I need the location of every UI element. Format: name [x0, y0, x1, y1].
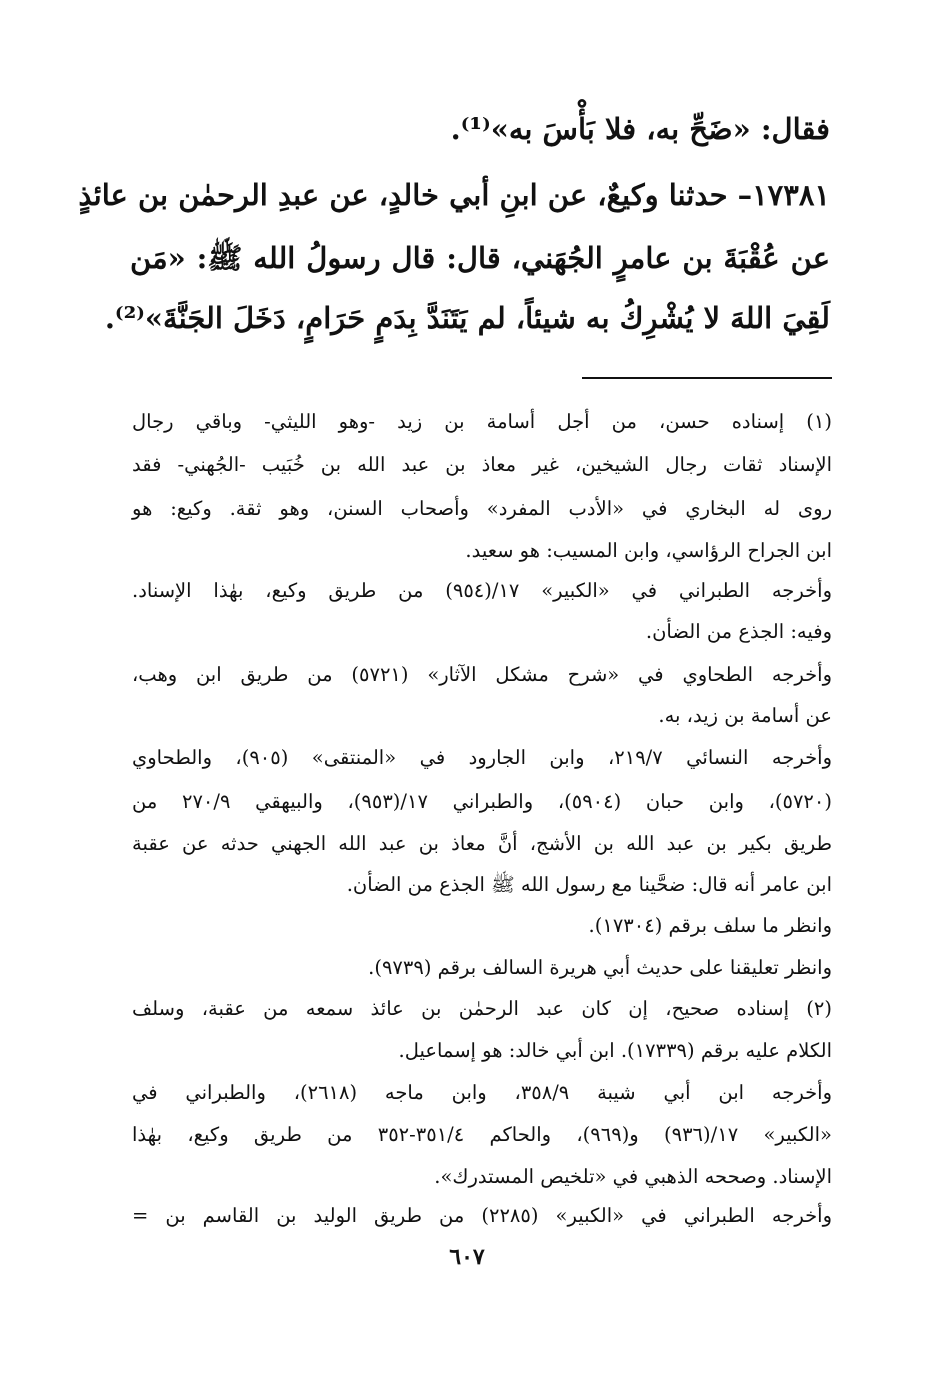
footnote-line: (٢) إسناده صحيح، إن كان عبد الرحمٰن بن عائذ سمعه من عقبة، وسلف	[132, 997, 832, 1020]
footnote-line: طريق بكير بن عبد الله بن الأشج، أنَّ معاذ بن عبد الله الجهني حدثه عن عقبة	[132, 832, 832, 855]
footnote-line: وأخرجه الطحاوي في «شرح مشكل الآثار» (٥٧٢١) من طريق ابن وهب،	[132, 663, 832, 686]
footnote-line: وأخرجه الطبراني في «الكبير» ١٧/(٩٥٤) من طريق وكيع، بهٰذا الإسناد.	[132, 579, 832, 602]
main-text-line: عن عُقْبَةَ بن عامرٍ الجُهَني، قال: قال رسولُ الله ﷺ: «مَن	[130, 241, 830, 275]
page-number: ٦٠٧	[449, 1244, 485, 1270]
footnote-line: الإسناد. وصححه الذهبي في «تلخيص المستدرك».	[434, 1165, 832, 1188]
footnote-line: ابن عامر أنه قال: ضحَّينا مع رسول الله ﷺ الجذع من الضأن.	[346, 873, 832, 896]
footnote-line: «الكبير» ١٧/(٩٣٦) و(٩٦٩)، والحاكم ٣٥١/٤-٣٥٢ من طريق وكيع، بهٰذا	[132, 1123, 832, 1146]
main-text-line: لَقِيَ اللهَ لا يُشْرِكُ به شيئاً، لم يَتَنَدَّ بِدَمٍ حَرَامٍ، دَخَلَ الجَنَّةَ»⁽²⁾.	[104, 301, 830, 335]
footnote-line: الكلام عليه برقم (١٧٣٣٩). ابن أبي خالد: هو إسماعيل.	[398, 1039, 832, 1062]
footnote-line: (١) إسناده حسن، من أجل أسامة بن زيد -وهو الليثي- وباقي رجال	[132, 410, 832, 433]
footnote-line: وانظر ما سلف برقم (١٧٣٠٤).	[588, 914, 832, 937]
main-text-line: ١٧٣٨١– حدثنا وكيعٌ، عن ابنِ أبي خالدٍ، عن عبدِ الرحمٰن بن عائذٍ	[78, 178, 830, 212]
main-text-line: فقال: «ضَحِّ به، فلا بَأْسَ به»⁽¹⁾.	[450, 112, 830, 146]
footnote-separator	[582, 377, 832, 379]
footnote-line: وفيه: الجذع من الضأن.	[645, 620, 832, 643]
footnote-line: عن أسامة بن زيد، به.	[658, 704, 832, 727]
footnote-line: وأخرجه الطبراني في «الكبير» (٢٢٨٥) من طريق الوليد بن القاسم بن =	[132, 1204, 832, 1227]
footnote-line: وانظر تعليقنا على حديث أبي هريرة السالف برقم (٩٧٣٩).	[368, 956, 832, 979]
footnote-line: وأخرجه ابن أبي شيبة ٣٥٨/٩، وابن ماجه (٢٦١٨)، والطبراني في	[132, 1081, 832, 1104]
footnote-line: ابن الجراح الرؤاسي، وابن المسيب: هو سعيد.	[465, 539, 832, 562]
footnote-line: الإسناد ثقات رجال الشيخين، غير معاذ بن عبد الله بن خُبَيب -الجُهني- فقد	[132, 453, 832, 476]
footnote-line: (٥٧٢٠)، وابن حبان (٥٩٠٤)، والطبراني ١٧/(٩٥٣)، والبيهقي ٢٧٠/٩ من	[132, 790, 832, 813]
footnote-line: وأخرجه النسائي ٢١٩/٧، وابن الجارود في «المنتقى» (٩٠٥)، والطحاوي	[132, 746, 832, 769]
footnote-line: روى له البخاري في «الأدب المفرد» وأصحاب السنن، وهو ثقة. وكيع: هو	[132, 497, 832, 520]
